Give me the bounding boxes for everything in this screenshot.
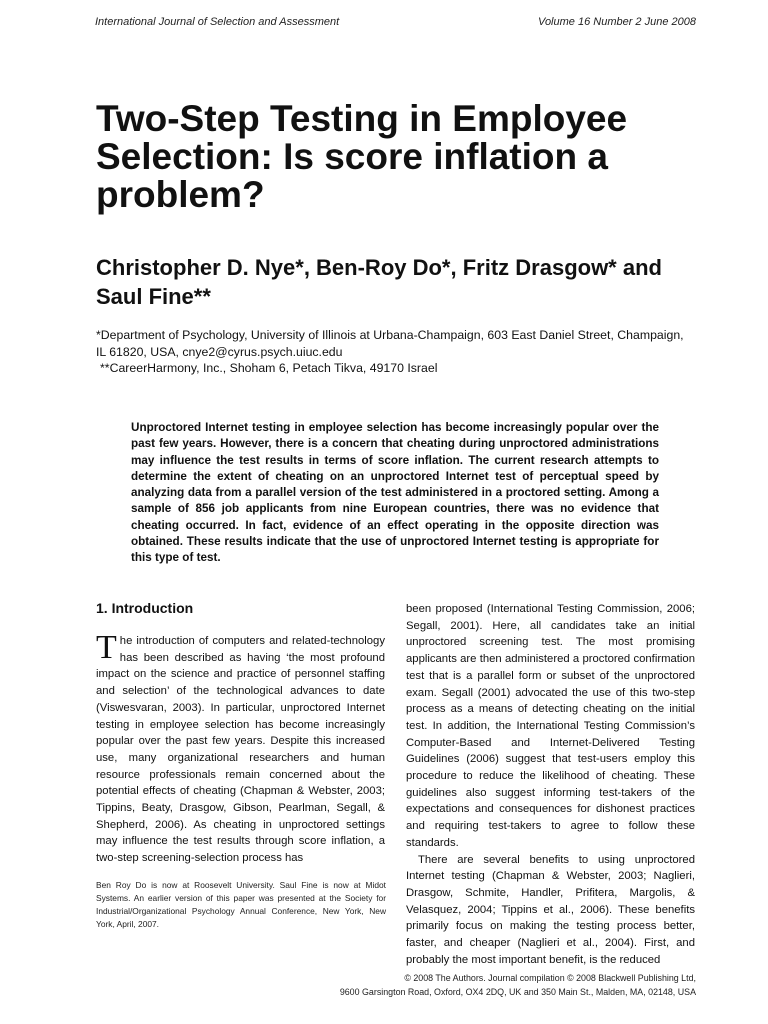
- section-heading-introduction: 1. Introduction: [96, 600, 194, 616]
- intro-paragraph-1: [96, 629, 385, 867]
- issue-info: Volume 16 Number 2 June 2008: [538, 16, 696, 28]
- body-column-left: [96, 629, 385, 867]
- author-list: Christopher D. Nye*, Ben-Roy Do*, Fritz Drasgow* and Saul Fine**: [96, 255, 662, 309]
- intro-paragraph-1-continued: been proposed (International Testing Commission, 2006; Segall, 2001). Here, all candidates take an initial unproctored screening test. The most promising applicants are then administered a proctored confirmation test that is a parallel form or subset of the unproctored exam. Segall (2001) advocated the use of this two-step process as a means of detecting cheating on the initial test. In addition, the International Testing Commission’s Computer-Based and Internet-Delivered Testing Guidelines (2006) suggest that test-users employ this procedure to reduce the likelihood of cheating. These guidelines also suggest informing test-takers of the expectations and consequences for dishonest practices and requiring test-takers to agree to follow these standards.: [406, 603, 695, 849]
- abstract: Unproctored Internet testing in employee selection has become increasingly popular over the past few years. However, there is a concern that cheating during unproctored administrations may influence the test results in terms of score inflation. The current research attempts to determine the extent of cheating on an unproctored Internet test of perceptual speed by analyzing data from a parallel version of the test administered in a proctored setting. Among a sample of 856 job applicants from nine European countries, there was no evidence that cheating occurred. In fact, evidence of an effect operating in the opposite direction was obtained. These results indicate that the use of unproctored Internet testing is appropriate for this type of test.: [131, 421, 659, 565]
- affiliation-1: *Department of Psychology, University of Illinois at Urbana-Champaign, 603 East Daniel Street, Champaign, IL 61820, USA, cnye2@cyrus.psych.uiuc.edu: [96, 328, 684, 359]
- copyright-notice: [176, 971, 696, 999]
- intro-paragraph-1-text: he introduction of computers and related-technology has been described as having ‘the most profound impact on the science and practice of personnel staffing and selection’ of the technological advances to date (Viswesvaran, 2003). In particular, unproctored Internet testing in employee selection has become increasingly popular over the past few years. Despite this increased use, many organizational researchers and human resource professionals remain concerned about the potential effects of cheating (Chapman & Webster, 2003; Tippins, Beaty, Drasgow, Gibson, Pearlman, Segall, & Shepherd, 2006). As cheating in unproctored settings may influence the test results through score inflation, a two-step screening-selection process has: [96, 635, 385, 865]
- author-footnote: Ben Roy Do is now at Roosevelt University. Saul Fine is now at Midot Systems. An earlier version of this paper was presented at the Society for Industrial/Organizational Psychology Annual Conference, New York, New York, April, 2007.: [96, 880, 386, 929]
- affiliations: [96, 327, 696, 377]
- copyright-line-2: 9600 Garsington Road, Oxford, OX4 2DQ, UK and 350 Main St., Malden, MA, 02148, USA: [339, 987, 696, 997]
- body-column-right: [406, 601, 695, 968]
- intro-paragraph-2: There are several benefits to using unproctored Internet testing (Chapman & Webster, 2003; Naglieri, Drasgow, Schmite, Handler, Prifitera, Margolis, & Velasquez, 2004; Tippins et al., 2006). These benefits primarily focus on making the testing process better, faster, and cheaper (Naglieri et al., 2004). First, and probably the most important benefit, is the reduced: [406, 853, 695, 966]
- copyright-line-1: © 2008 The Authors. Journal compilation © 2008 Blackwell Publishing Ltd,: [404, 973, 696, 983]
- drop-cap: T: [96, 629, 117, 666]
- article-title: Two-Step Testing in Employee Selection: Is score inflation a problem?: [96, 98, 628, 215]
- affiliation-2: **CareerHarmony, Inc., Shoham 6, Petach Tikva, 49170 Israel: [100, 361, 438, 375]
- journal-name: International Journal of Selection and Assessment: [95, 16, 340, 28]
